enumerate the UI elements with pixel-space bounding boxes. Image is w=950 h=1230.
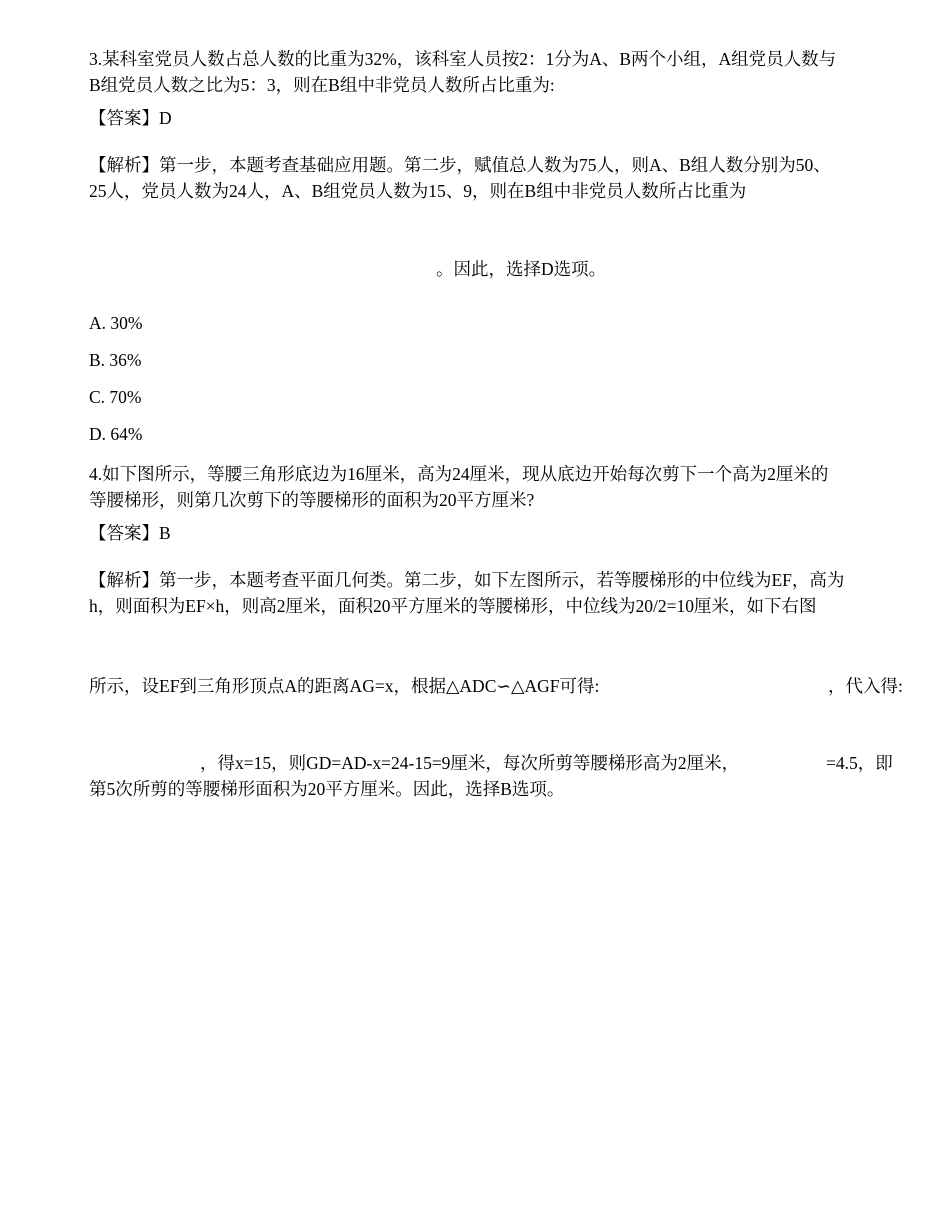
q3-analysis-conclusion: 。因此，选择D选项。	[436, 259, 607, 279]
q3-option-d: D. 64%	[89, 424, 143, 444]
q3-option-b: B. 36%	[89, 350, 142, 370]
q4-analysis-line-4: ，得x=15，则GD=AD-x=24-15=9厘米，每次所剪等腰梯形高为2厘米，	[200, 753, 740, 773]
q3-answer: 【答案】D	[89, 108, 172, 128]
q4-analysis-line-3-tail: ，代入得:	[828, 676, 903, 696]
q4-analysis-line-3: 所示，设EF到三角形顶点A的距离AG=x，根据△ADC∽△AGF可得:	[89, 676, 600, 696]
q3-stem-line-1: 3.某科室党员人数占总人数的比重为32%，该科室人员按2：1分为A、B两个小组，A组党员人数与	[89, 49, 837, 69]
q3-option-a: A. 30%	[89, 313, 143, 333]
q4-stem-line-2: 等腰梯形，则第几次剪下的等腰梯形的面积为20平方厘米?	[89, 490, 535, 510]
q4-stem-line-1: 4.如下图所示，等腰三角形底边为16厘米，高为24厘米，现从底边开始每次剪下一个高为2厘米的	[89, 464, 829, 484]
q4-analysis-line-5: 第5次所剪的等腰梯形面积为20平方厘米。因此，选择B选项。	[89, 779, 565, 799]
q3-analysis-line-1: 【解析】第一步，本题考查基础应用题。第二步，赋值总人数为75人，则A、B组人数分别为50、	[89, 155, 831, 175]
q4-analysis-line-1: 【解析】第一步，本题考查平面几何类。第二步，如下左图所示，若等腰梯形的中位线为EF，高为	[89, 570, 845, 590]
q4-analysis-line-2: h，则面积为EF×h，则高2厘米，面积20平方厘米的等腰梯形，中位线为20/2=10厘米，如下右图	[89, 596, 817, 616]
q3-option-c: C. 70%	[89, 387, 142, 407]
q4-answer: 【答案】B	[89, 523, 171, 543]
q3-analysis-line-2: 25人，党员人数为24人，A、B组党员人数为15、9，则在B组中非党员人数所占比重为	[89, 181, 747, 201]
q4-analysis-line-4-tail: =4.5，即	[826, 753, 893, 773]
q3-stem-line-2: B组党员人数之比为5：3，则在B组中非党员人数所占比重为:	[89, 75, 555, 95]
